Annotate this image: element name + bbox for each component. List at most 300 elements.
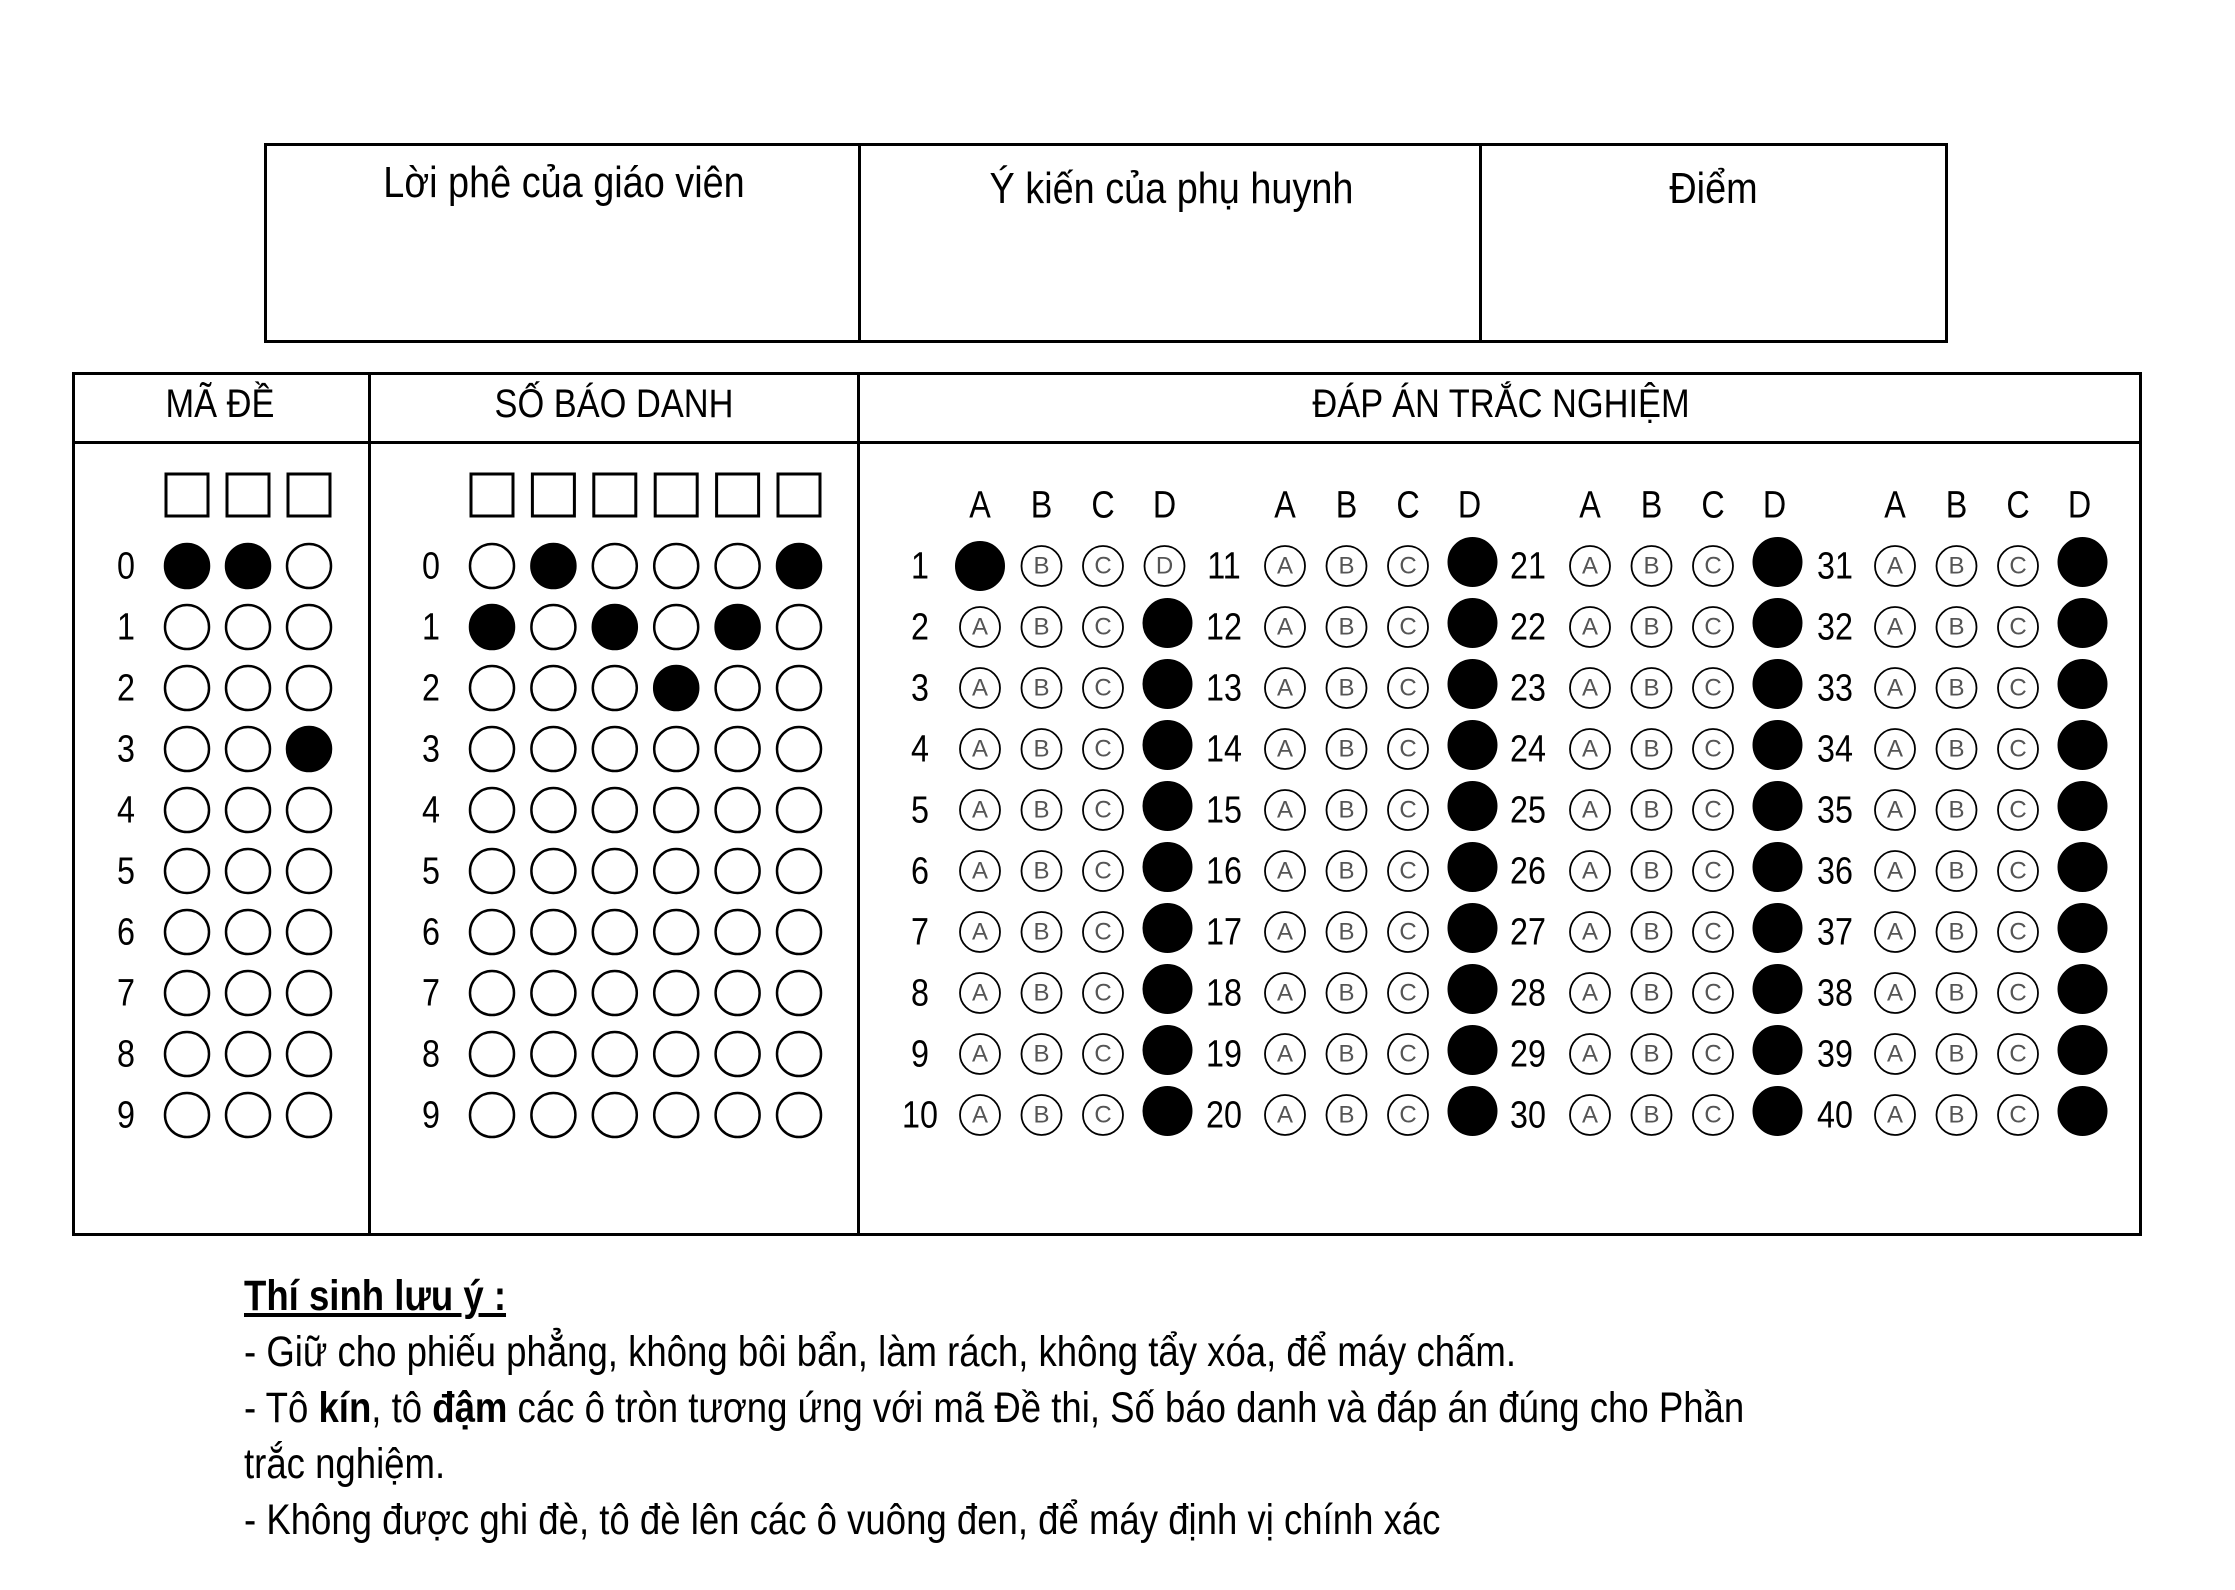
answer-bubble-filled[interactable] xyxy=(2059,1087,2107,1135)
candidate-number-bubble[interactable] xyxy=(593,849,637,893)
question-number: 12 xyxy=(1206,605,1242,649)
answer-bubble-filled[interactable] xyxy=(1144,843,1192,891)
answer-bubble-filled[interactable] xyxy=(2059,1026,2107,1074)
candidate-number-bubble[interactable] xyxy=(777,788,821,832)
answer-column-header: A xyxy=(1884,483,1906,527)
answer-bubble-letter: B xyxy=(1948,1040,1965,1068)
candidate-number-bubble[interactable] xyxy=(716,788,760,832)
candidate-number-bubble[interactable] xyxy=(593,544,637,588)
answer-bubble-letter: C xyxy=(1704,796,1722,824)
answer-bubble-filled[interactable] xyxy=(1144,1026,1192,1074)
answer-bubble-filled[interactable] xyxy=(1754,843,1802,891)
question-number: 24 xyxy=(1510,727,1546,771)
answer-bubble-letter: B xyxy=(1033,1040,1050,1068)
question-number: 30 xyxy=(1510,1093,1546,1137)
exam-code-bubble[interactable] xyxy=(287,1093,331,1137)
answer-column-header: D xyxy=(1152,483,1177,527)
question-number: 23 xyxy=(1510,666,1546,710)
exam-code-row-label: 9 xyxy=(117,1093,135,1137)
question-number: 5 xyxy=(911,788,929,832)
answer-bubble-letter: A xyxy=(1886,674,1904,702)
candidate-number-bubble[interactable] xyxy=(777,727,821,771)
candidate-number-bubble[interactable] xyxy=(777,971,821,1015)
candidate-number-bubble[interactable] xyxy=(593,666,637,710)
score-label: Điểm xyxy=(1669,164,1758,213)
exam-code-bubble[interactable] xyxy=(226,605,270,649)
candidate-number-box[interactable] xyxy=(471,474,513,516)
candidate-number-bubble[interactable] xyxy=(654,1032,698,1076)
question-number: 31 xyxy=(1817,544,1853,588)
answer-bubble-letter: C xyxy=(1094,674,1112,702)
answer-bubble-letter: A xyxy=(1276,796,1294,824)
question-number: 28 xyxy=(1510,971,1546,1015)
answer-bubble-letter: B xyxy=(1948,1101,1965,1129)
answer-bubble-letter: A xyxy=(971,979,989,1007)
answer-bubble-letter: A xyxy=(1886,857,1904,885)
answer-bubble-letter: C xyxy=(2009,674,2027,702)
question-number: 14 xyxy=(1206,727,1242,771)
question-number: 37 xyxy=(1817,910,1853,954)
question-number: 20 xyxy=(1206,1093,1242,1137)
candidate-number-bubble[interactable] xyxy=(470,1093,514,1137)
answer-bubble-letter: A xyxy=(1581,674,1599,702)
question-number: 13 xyxy=(1206,666,1242,710)
candidate-number-bubble[interactable] xyxy=(531,971,575,1015)
candidate-number-bubble[interactable] xyxy=(654,727,698,771)
exam-code-bubble[interactable] xyxy=(165,605,209,649)
answer-bubble-filled[interactable] xyxy=(2059,965,2107,1013)
question-number: 2 xyxy=(911,605,929,649)
answer-bubble-filled[interactable] xyxy=(1449,660,1497,708)
answer-bubble-letter: C xyxy=(1704,735,1722,763)
answer-bubble-letter: A xyxy=(1581,1101,1599,1129)
candidate-number-bubble[interactable] xyxy=(654,1093,698,1137)
question-number: 25 xyxy=(1510,788,1546,832)
notes-block xyxy=(244,1268,2144,1548)
candidate-number-bubble[interactable] xyxy=(531,727,575,771)
exam-code-bubble[interactable] xyxy=(226,544,270,588)
candidate-number-bubble[interactable] xyxy=(593,727,637,771)
exam-code-bubble[interactable] xyxy=(165,666,209,710)
candidate-number-bubble[interactable] xyxy=(716,849,760,893)
candidate-number-bubble[interactable] xyxy=(716,910,760,954)
answer-bubble-filled[interactable] xyxy=(1144,1087,1192,1135)
answer-bubble-letter: A xyxy=(971,613,989,641)
answer-bubble-filled[interactable] xyxy=(1754,599,1802,647)
candidate-number-bubble[interactable] xyxy=(654,788,698,832)
answer-bubble-letter: C xyxy=(2009,735,2027,763)
answer-bubble-filled[interactable] xyxy=(1754,904,1802,952)
answer-bubble-filled[interactable] xyxy=(1754,965,1802,1013)
answer-column-header: A xyxy=(1274,483,1296,527)
answer-bubble-letter: C xyxy=(1094,979,1112,1007)
answer-bubble-letter: A xyxy=(1276,552,1294,580)
answer-bubble-letter: A xyxy=(1581,552,1599,580)
candidate-number-box[interactable] xyxy=(655,474,697,516)
exam-code-bubble[interactable] xyxy=(165,1032,209,1076)
answer-bubble-letter: C xyxy=(1094,613,1112,641)
answer-column-header: C xyxy=(1396,483,1420,527)
answer-bubble-letter: B xyxy=(1338,979,1355,1007)
answer-bubble-letter: C xyxy=(2009,918,2027,946)
candidate-number-bubble[interactable] xyxy=(531,849,575,893)
answer-bubble-letter: A xyxy=(971,918,989,946)
answer-bubble-letter: B xyxy=(1033,796,1050,824)
answer-bubble-letter: B xyxy=(1338,1101,1355,1129)
exam-code-row-label: 5 xyxy=(117,849,135,893)
answer-bubble-letter: B xyxy=(1948,613,1965,641)
exam-code-bubble[interactable] xyxy=(226,971,270,1015)
answer-bubble-filled[interactable] xyxy=(1449,843,1497,891)
answer-bubble-letter: C xyxy=(2009,1040,2027,1068)
candidate-number-bubble[interactable] xyxy=(593,1032,637,1076)
candidate-number-bubble[interactable] xyxy=(716,971,760,1015)
question-number: 33 xyxy=(1817,666,1853,710)
candidate-number-bubble[interactable] xyxy=(593,1093,637,1137)
answer-bubble-letter: C xyxy=(1704,613,1722,641)
answer-bubble-letter: A xyxy=(1886,918,1904,946)
answer-bubble-letter: A xyxy=(1276,857,1294,885)
candidate-number-bubble[interactable] xyxy=(777,849,821,893)
candidate-number-row-label: 3 xyxy=(422,727,440,771)
answer-bubble-filled[interactable] xyxy=(1754,1087,1802,1135)
note-emphasis-dam: đậm xyxy=(432,1384,508,1432)
candidate-number-bubble[interactable] xyxy=(470,1032,514,1076)
candidate-number-bubble[interactable] xyxy=(531,1093,575,1137)
answer-bubble-letter: C xyxy=(1704,979,1722,1007)
candidate-number-row-label: 9 xyxy=(422,1093,440,1137)
answer-bubble-filled[interactable] xyxy=(1144,721,1192,769)
exam-code-bubble[interactable] xyxy=(226,1093,270,1137)
answer-bubble-letter: D xyxy=(1155,552,1174,580)
answer-bubble-filled[interactable] xyxy=(1449,1087,1497,1135)
exam-code-bubble[interactable] xyxy=(287,727,331,771)
candidate-number-bubble[interactable] xyxy=(777,910,821,954)
candidate-number-bubble[interactable] xyxy=(593,605,637,649)
candidate-number-bubble[interactable] xyxy=(716,727,760,771)
note-emphasis-kin: kín xyxy=(318,1384,372,1432)
answer-bubble-letter: C xyxy=(1704,674,1722,702)
notes-title: Thí sinh lưu ý : xyxy=(244,1272,507,1320)
question-number: 11 xyxy=(1207,544,1241,588)
exam-code-bubble[interactable] xyxy=(226,788,270,832)
exam-code-bubble[interactable] xyxy=(287,544,331,588)
candidate-number-bubble[interactable] xyxy=(777,605,821,649)
question-number: 40 xyxy=(1817,1093,1853,1137)
question-number: 4 xyxy=(911,727,929,771)
answer-bubble-filled[interactable] xyxy=(2059,904,2107,952)
answer-bubble-letter: C xyxy=(2009,857,2027,885)
question-number: 15 xyxy=(1206,788,1242,832)
answer-bubble-filled[interactable] xyxy=(1449,599,1497,647)
answer-bubble-filled[interactable] xyxy=(1144,965,1192,1013)
question-number: 8 xyxy=(911,971,929,1015)
candidate-number-bubble[interactable] xyxy=(716,1093,760,1137)
answer-bubble-letter: B xyxy=(1643,918,1660,946)
exam-code-bubble[interactable] xyxy=(226,849,270,893)
answer-bubble-letter: B xyxy=(1948,857,1965,885)
answer-bubble-letter: B xyxy=(1643,1101,1660,1129)
answer-bubble-letter: A xyxy=(1886,979,1904,1007)
answer-bubble-filled[interactable] xyxy=(2059,538,2107,586)
exam-code-bubble[interactable] xyxy=(226,666,270,710)
candidate-number-bubble[interactable] xyxy=(470,605,514,649)
answer-bubble-letter: C xyxy=(1399,552,1417,580)
answer-bubble-letter: A xyxy=(1581,857,1599,885)
candidate-number-bubble[interactable] xyxy=(777,1032,821,1076)
answer-bubble-filled[interactable] xyxy=(1144,599,1192,647)
candidate-number-bubble[interactable] xyxy=(716,605,760,649)
exam-code-bubble[interactable] xyxy=(287,666,331,710)
answer-bubble-filled[interactable] xyxy=(1449,904,1497,952)
exam-code-bubble[interactable] xyxy=(287,971,331,1015)
answer-bubble-letter: C xyxy=(1399,1101,1417,1129)
candidate-number-bubble[interactable] xyxy=(654,910,698,954)
exam-code-bubble[interactable] xyxy=(165,910,209,954)
answer-bubble-letter: C xyxy=(1704,1101,1722,1129)
exam-code-bubble[interactable] xyxy=(165,971,209,1015)
candidate-number-bubble[interactable] xyxy=(593,971,637,1015)
candidate-number-box[interactable] xyxy=(532,474,574,516)
exam-code-box[interactable] xyxy=(166,474,208,516)
exam-code-bubble[interactable] xyxy=(165,544,209,588)
answer-column-header: D xyxy=(1762,483,1787,527)
answer-bubble-filled[interactable] xyxy=(1449,1026,1497,1074)
exam-code-row-label: 0 xyxy=(117,544,135,588)
answer-column-header: C xyxy=(1091,483,1115,527)
answer-bubble-letter: B xyxy=(1948,918,1965,946)
answer-bubble-filled[interactable] xyxy=(1449,721,1497,769)
answer-bubble-letter: B xyxy=(1033,979,1050,1007)
answer-bubble-letter: B xyxy=(1338,735,1355,763)
exam-code-row-label: 6 xyxy=(117,910,135,954)
answer-bubble-letter: C xyxy=(2009,552,2027,580)
candidate-number-row-label: 5 xyxy=(422,849,440,893)
candidate-number-row-label: 4 xyxy=(422,788,440,832)
candidate-number-bubble[interactable] xyxy=(654,666,698,710)
answer-bubble-letter: A xyxy=(971,674,989,702)
question-number: 7 xyxy=(911,910,929,954)
exam-code-bubble[interactable] xyxy=(287,605,331,649)
answer-bubble-letter: B xyxy=(1033,552,1050,580)
exam-code-box[interactable] xyxy=(288,474,330,516)
question-number: 17 xyxy=(1206,910,1242,954)
answer-bubble-letter: B xyxy=(1948,796,1965,824)
answer-bubble-letter: A xyxy=(1276,1101,1294,1129)
candidate-number-bubble[interactable] xyxy=(470,849,514,893)
candidate-number-bubble[interactable] xyxy=(470,666,514,710)
candidate-number-row-label: 7 xyxy=(422,971,440,1015)
answer-bubble-filled[interactable] xyxy=(1449,782,1497,830)
candidate-number-bubble[interactable] xyxy=(593,788,637,832)
answer-column-header: B xyxy=(1030,483,1053,527)
answer-bubble-letter: A xyxy=(1276,674,1294,702)
answer-bubble-letter: B xyxy=(1948,735,1965,763)
question-number: 19 xyxy=(1206,1032,1242,1076)
exam-code-bubble[interactable] xyxy=(287,1032,331,1076)
candidate-number-bubble[interactable] xyxy=(777,666,821,710)
question-number: 10 xyxy=(902,1093,938,1137)
answer-bubble-letter: A xyxy=(971,1101,989,1129)
parent-comment-label: Ý kiến của phụ huynh xyxy=(989,164,1354,213)
question-number: 32 xyxy=(1817,605,1853,649)
candidate-number-bubble[interactable] xyxy=(531,666,575,710)
candidate-number-bubble[interactable] xyxy=(716,1032,760,1076)
exam-code-bubble[interactable] xyxy=(226,1032,270,1076)
exam-code-bubble[interactable] xyxy=(165,727,209,771)
answer-bubble-letter: C xyxy=(2009,979,2027,1007)
answer-bubble-letter: A xyxy=(1581,796,1599,824)
answer-bubble-filled[interactable] xyxy=(1449,538,1497,586)
candidate-number-bubble[interactable] xyxy=(531,544,575,588)
answer-bubble-letter: A xyxy=(1886,735,1904,763)
answer-bubble-letter: C xyxy=(1094,918,1112,946)
exam-code-bubble[interactable] xyxy=(226,910,270,954)
candidate-number-bubble[interactable] xyxy=(470,544,514,588)
candidate-number-row-label: 0 xyxy=(422,544,440,588)
answer-column-header: C xyxy=(1701,483,1725,527)
note-line-4: - Không được ghi đè, tô đè lên các ô vuông đen, để máy định vị chính xác xyxy=(244,1496,1441,1544)
exam-code-row-label: 3 xyxy=(117,727,135,771)
answer-bubble-letter: B xyxy=(1338,918,1355,946)
answer-bubble-letter: B xyxy=(1338,613,1355,641)
candidate-number-bubble[interactable] xyxy=(716,544,760,588)
exam-code-row-label: 2 xyxy=(117,666,135,710)
answer-bubble-filled[interactable] xyxy=(956,542,1004,590)
answer-bubble-letter: A xyxy=(971,857,989,885)
candidate-number-bubble[interactable] xyxy=(531,910,575,954)
question-number: 29 xyxy=(1510,1032,1546,1076)
exam-code-bubble[interactable] xyxy=(287,788,331,832)
exam-code-bubble[interactable] xyxy=(287,910,331,954)
answer-bubble-letter: B xyxy=(1033,918,1050,946)
candidate-number-bubble[interactable] xyxy=(716,666,760,710)
answer-bubble-letter: C xyxy=(1094,857,1112,885)
answer-bubble-letter: C xyxy=(1704,1040,1722,1068)
answer-bubble-letter: A xyxy=(1581,918,1599,946)
exam-code-box[interactable] xyxy=(227,474,269,516)
question-number: 21 xyxy=(1510,544,1546,588)
candidate-number-box[interactable] xyxy=(594,474,636,516)
answer-bubble-letter: A xyxy=(971,1040,989,1068)
answer-bubble-letter: A xyxy=(1276,918,1294,946)
candidate-number-bubble[interactable] xyxy=(593,910,637,954)
answer-bubble-filled[interactable] xyxy=(2059,721,2107,769)
candidate-number-bubble[interactable] xyxy=(531,605,575,649)
answers-title: ĐÁP ÁN TRẮC NGHIỆM xyxy=(1312,382,1690,426)
answer-bubble-letter: B xyxy=(1643,613,1660,641)
candidate-number-bubble[interactable] xyxy=(654,849,698,893)
answer-bubble-filled[interactable] xyxy=(2059,782,2107,830)
answer-bubble-filled[interactable] xyxy=(1144,660,1192,708)
answer-bubble-letter: B xyxy=(1643,552,1660,580)
question-number: 1 xyxy=(911,544,929,588)
candidate-number-bubble[interactable] xyxy=(654,971,698,1015)
answer-bubble-letter: C xyxy=(1399,1040,1417,1068)
answer-bubble-letter: C xyxy=(1094,735,1112,763)
answer-bubble-letter: B xyxy=(1643,674,1660,702)
candidate-number-bubble[interactable] xyxy=(470,727,514,771)
answer-bubble-filled[interactable] xyxy=(1449,965,1497,1013)
answer-bubble-letter: B xyxy=(1948,674,1965,702)
answer-bubble-filled[interactable] xyxy=(1144,782,1192,830)
answer-bubble-filled[interactable] xyxy=(1754,660,1802,708)
exam-code-row-label: 8 xyxy=(117,1032,135,1076)
candidate-number-box[interactable] xyxy=(717,474,759,516)
answer-bubble-letter: C xyxy=(1094,1101,1112,1129)
answer-bubble-letter: A xyxy=(1886,1040,1904,1068)
candidate-number-row-label: 8 xyxy=(422,1032,440,1076)
answer-column-header: B xyxy=(1335,483,1358,527)
exam-code-bubble[interactable] xyxy=(165,788,209,832)
exam-code-bubble[interactable] xyxy=(165,1093,209,1137)
candidate-number-row-label: 2 xyxy=(422,666,440,710)
exam-code-bubble[interactable] xyxy=(165,849,209,893)
question-number: 16 xyxy=(1206,849,1242,893)
answer-bubble-letter: C xyxy=(2009,613,2027,641)
question-number: 6 xyxy=(911,849,929,893)
answer-bubble-letter: C xyxy=(1704,857,1722,885)
exam-code-bubble[interactable] xyxy=(226,727,270,771)
exam-code-row-label: 4 xyxy=(117,788,135,832)
candidate-number-box[interactable] xyxy=(778,474,820,516)
candidate-number-bubble[interactable] xyxy=(531,1032,575,1076)
answer-bubble-letter: A xyxy=(1886,552,1904,580)
answer-bubble-letter: B xyxy=(1948,979,1965,1007)
question-number: 38 xyxy=(1817,971,1853,1015)
candidate-number-bubble[interactable] xyxy=(470,910,514,954)
answer-bubble-letter: A xyxy=(1276,1040,1294,1068)
answer-bubble-letter: C xyxy=(1094,1040,1112,1068)
answer-bubble-filled[interactable] xyxy=(1754,1026,1802,1074)
answer-bubble-letter: C xyxy=(1399,735,1417,763)
answer-bubble-letter: A xyxy=(1581,613,1599,641)
question-number: 34 xyxy=(1817,727,1853,771)
answer-bubble-letter: A xyxy=(971,735,989,763)
candidate-number-bubble[interactable] xyxy=(777,544,821,588)
answer-bubble-filled[interactable] xyxy=(1754,538,1802,586)
answer-column-header: A xyxy=(969,483,991,527)
candidate-number-bubble[interactable] xyxy=(654,605,698,649)
exam-code-row-label: 7 xyxy=(117,971,135,1015)
answer-bubble-letter: A xyxy=(1886,796,1904,824)
exam-code-bubble[interactable] xyxy=(287,849,331,893)
answer-bubble-filled[interactable] xyxy=(1754,721,1802,769)
answer-bubble-letter: C xyxy=(1399,857,1417,885)
question-number: 35 xyxy=(1817,788,1853,832)
answer-bubble-letter: A xyxy=(1886,613,1904,641)
candidate-number-title: SỐ BÁO DANH xyxy=(494,382,734,426)
answer-bubble-letter: B xyxy=(1338,857,1355,885)
answer-bubble-filled[interactable] xyxy=(2059,599,2107,647)
answer-bubble-filled[interactable] xyxy=(2059,843,2107,891)
answer-bubble-letter: B xyxy=(1338,552,1355,580)
answer-bubble-letter: A xyxy=(1581,735,1599,763)
answer-bubble-filled[interactable] xyxy=(2059,660,2107,708)
candidate-number-bubble[interactable] xyxy=(531,788,575,832)
answer-bubble-letter: C xyxy=(1704,918,1722,946)
answer-bubble-letter: B xyxy=(1033,674,1050,702)
candidate-number-bubble[interactable] xyxy=(470,788,514,832)
candidate-number-bubble[interactable] xyxy=(470,971,514,1015)
candidate-number-bubble[interactable] xyxy=(654,544,698,588)
answer-bubble-letter: C xyxy=(1399,796,1417,824)
answer-bubble-filled[interactable] xyxy=(1144,904,1192,952)
answer-bubble-filled[interactable] xyxy=(1754,782,1802,830)
answer-bubble-letter: B xyxy=(1338,674,1355,702)
answer-bubble-letter: B xyxy=(1033,735,1050,763)
candidate-number-bubble[interactable] xyxy=(777,1093,821,1137)
